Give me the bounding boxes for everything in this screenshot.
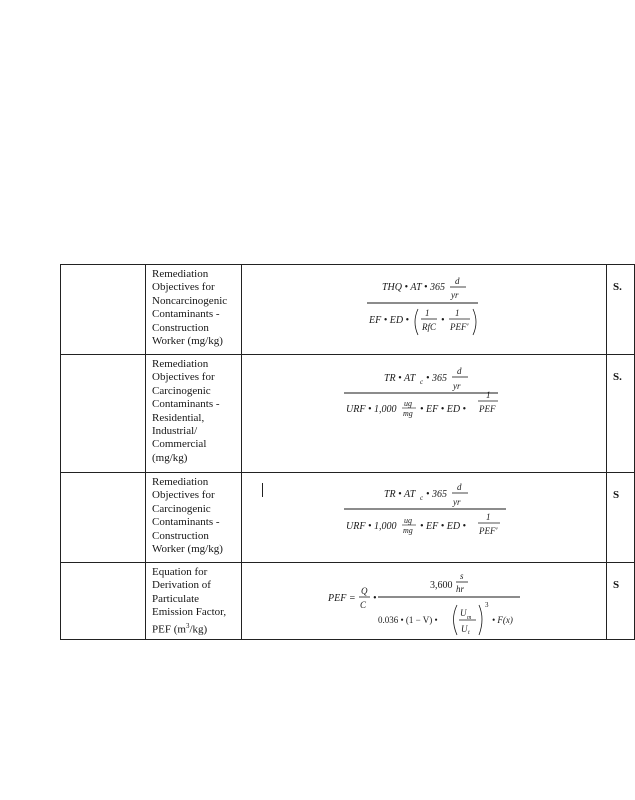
equation-cell: [242, 563, 607, 640]
svg-text:PEF =: PEF =: [328, 593, 356, 604]
svg-text:0.036 • (1 − V) •: 0.036 • (1 − V) •: [378, 615, 438, 625]
svg-text:1: 1: [455, 308, 460, 318]
svg-text:1: 1: [486, 512, 491, 522]
svg-text:• EF • ED •: • EF • ED •: [420, 521, 467, 532]
label-cell: [146, 473, 242, 563]
blank-cell: [61, 473, 146, 563]
svg-text:U: U: [460, 608, 467, 618]
svg-text:PEF: PEF: [479, 404, 496, 414]
svg-text:s: s: [460, 571, 464, 581]
svg-text:URF • 1,000: URF • 1,000: [346, 521, 397, 532]
row-label: Remediation Objectives for Carcinogenic Contaminants - Construction Worker (mg/kg): [152, 476, 223, 556]
svg-text:yr: yr: [453, 497, 461, 507]
table-row: [61, 265, 635, 355]
svg-text:yr: yr: [453, 381, 461, 391]
svg-text:•: •: [373, 593, 377, 604]
table-row: [61, 473, 635, 563]
svg-text:ug: ug: [404, 399, 412, 408]
equation-noncarcinogenic-construction: [242, 265, 606, 353]
svg-text:d: d: [455, 276, 460, 286]
row-label: Equation for Derivation of Particulate Emission Factor, PEF $(m^3/kg)$: [152, 566, 227, 636]
svg-text:c: c: [420, 494, 424, 502]
equation-cell: [242, 355, 607, 473]
svg-text:t: t: [468, 630, 470, 636]
svg-text:EF • ED •: EF • ED •: [369, 315, 410, 326]
svg-text:PEF': PEF': [479, 526, 498, 536]
blank-cell: [61, 265, 146, 355]
section-ref: S: [613, 489, 620, 501]
section-ref: S.: [613, 281, 622, 293]
section-ref: S: [613, 579, 620, 591]
svg-text:ug: ug: [404, 516, 412, 525]
equation-cell: [242, 265, 607, 355]
section-ref: S.: [613, 371, 622, 383]
section-cell: [607, 473, 635, 563]
label-cell: [146, 563, 242, 640]
equation-cell: [242, 473, 607, 563]
label-cell: [146, 265, 242, 355]
row-label: Remediation Objectives for Carcinogenic Contaminants - Residential, Industrial/ Commercial (mg/kg): [152, 358, 220, 464]
svg-text:THQ • AT • 365: THQ • AT • 365: [382, 282, 445, 293]
svg-text:TR • AT: TR • AT: [384, 373, 416, 384]
svg-text:• EF • ED •: • EF • ED •: [420, 404, 467, 415]
svg-text:• 365: • 365: [426, 373, 448, 384]
equation-pef: [242, 563, 606, 639]
svg-text:C: C: [360, 600, 367, 610]
equation-carcinogenic-residential: [242, 355, 606, 445]
section-cell: [607, 563, 635, 640]
label-cell: [146, 355, 242, 473]
svg-text:1: 1: [425, 308, 430, 318]
svg-text:TR • AT: TR • AT: [384, 489, 416, 500]
row-label: Remediation Objectives for Noncarcinogenic Contaminants - Construction Worker (mg/kg): [152, 268, 228, 348]
table-row: [61, 563, 635, 640]
blank-cell: [61, 563, 146, 640]
svg-text:• 365: • 365: [426, 489, 448, 500]
table-row: [61, 355, 635, 473]
svg-text:1: 1: [486, 390, 491, 400]
svg-text:URF • 1,000: URF • 1,000: [346, 404, 397, 415]
svg-text:3: 3: [485, 601, 489, 609]
svg-text:d: d: [457, 366, 462, 376]
section-cell: [607, 265, 635, 355]
svg-text:hr: hr: [456, 584, 465, 594]
svg-text:• F(x): • F(x): [492, 615, 513, 625]
svg-text:c: c: [420, 378, 424, 386]
svg-text:PEF': PEF': [450, 322, 469, 332]
svg-text:•: •: [441, 315, 445, 326]
blank-cell: [61, 355, 146, 473]
svg-text:U: U: [461, 624, 468, 634]
svg-text:yr: yr: [451, 290, 459, 300]
svg-text:Q: Q: [361, 586, 368, 596]
svg-text:mg: mg: [403, 409, 413, 418]
equation-carcinogenic-construction: [242, 473, 606, 561]
svg-text:mg: mg: [403, 526, 413, 535]
section-cell: [607, 355, 635, 473]
svg-text:d: d: [457, 482, 462, 492]
svg-text:RfC: RfC: [422, 322, 437, 332]
equation-table: [60, 264, 635, 640]
svg-text:m: m: [467, 615, 472, 621]
svg-text:3,600: 3,600: [430, 580, 453, 591]
